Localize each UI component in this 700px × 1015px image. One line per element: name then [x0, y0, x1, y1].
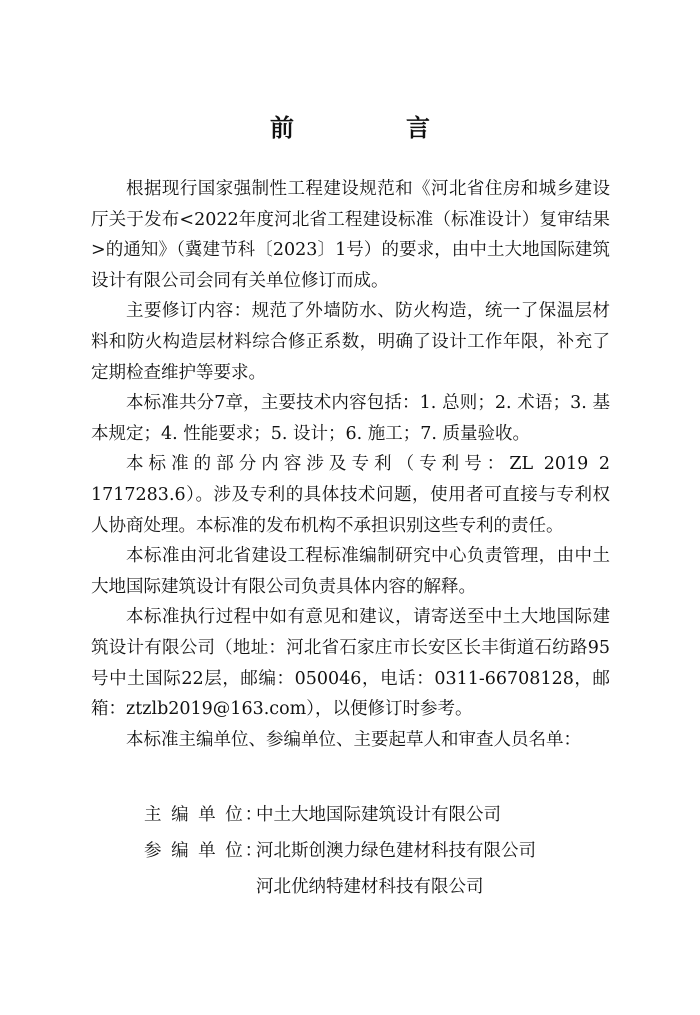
- chief-editor-unit: 中土大地国际建筑设计有限公司: [256, 805, 501, 825]
- paragraph-chapters: 本标准共分7章，主要技术内容包括：1. 总则；2. 术语；3. 基本规定；4. 性能要求；5. 设计；6. 施工；7. 质量验收。: [91, 393, 610, 444]
- participant-unit: 河北斯创澳力绿色建材科技有限公司: [256, 841, 536, 861]
- paragraph-management: 本标准由河北省建设工程标准编制研究中心负责管理，由中土大地国际建筑设计有限公司负责具体内容的解释。: [91, 546, 610, 597]
- paragraph-contact: 本标准执行过程中如有意见和建议，请寄送至中土大地国际建筑设计有限公司（地址：河北省石家庄市长安区长丰街道石纺路95号中土国际22层，邮编：050046，电话：0311-66708128，邮箱：ztzlb2019@163.com），以便修订时参考。: [91, 607, 610, 720]
- participant-unit: 河北优纳特建材科技有限公司: [256, 877, 484, 897]
- paragraph-basis: 根据现行国家强制性工程建设规范和《河北省住房和城乡建设厅关于发布<2022年度河北省工程建设标准（标准设计）复审结果>的通知》（冀建节科〔2023〕1号）的要求，由中土大地国际建筑设计有限公司会同有关单位修订而成。: [91, 179, 610, 291]
- paragraph-patent: 本标准的部分内容涉及专利（专利号：ZL 2019 2 1717283.6）。涉及专利的具体技术问题，使用者可直接与专利权人协商处理。本标准的发布机构不承担识别这些专利的责任。: [91, 454, 610, 536]
- chief-editor-label: 主 编 单 位：: [144, 805, 265, 825]
- paragraph-staff-intro: 本标准主编单位、参编单位、主要起草人和审查人员名单：: [126, 729, 581, 750]
- page-title: 前 言: [270, 113, 474, 142]
- paragraph-revision-content: 主要修订内容：规范了外墙防水、防火构造，统一了保温层材料和防火构造层材料综合修正系数，明确了设计工作年限，补充了定期检查维护等要求。: [91, 301, 610, 383]
- participant-label: 参 编 单 位：: [144, 841, 265, 861]
- preface-body: [91, 174, 610, 755]
